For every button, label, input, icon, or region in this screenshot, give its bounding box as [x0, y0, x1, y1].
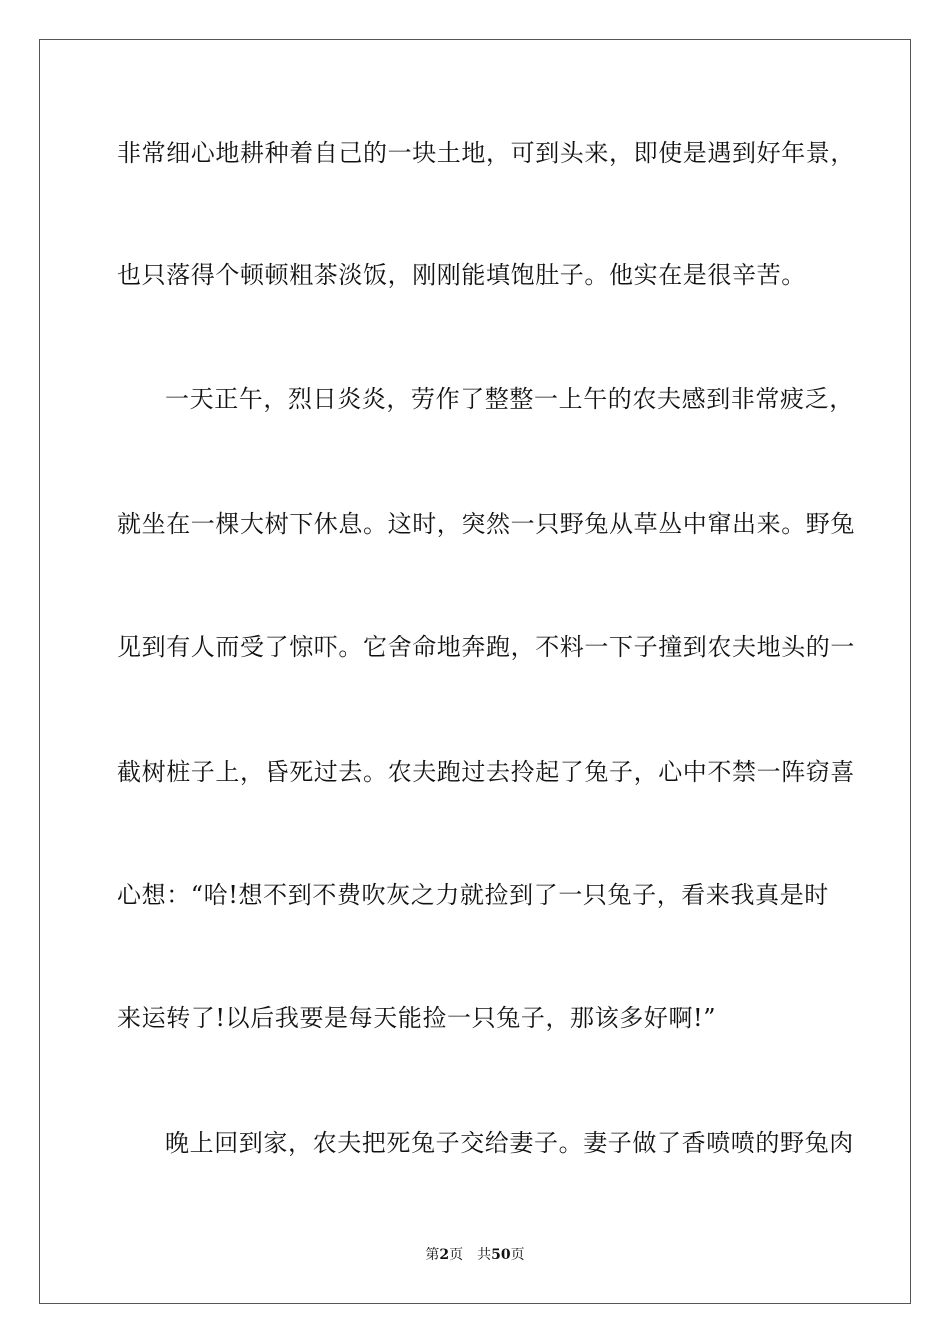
text-line-6: 截树桩子上，昏死过去。农夫跑过去拎起了兔子，心中不禁一阵窃喜	[117, 758, 855, 786]
text-line-7: 心想：“哈!想不到不费吹灰之力就捡到了一只兔子，看来我真是时	[117, 881, 829, 909]
text-line-3: 一天正午，烈日炎炎，劳作了整整一上午的农夫感到非常疲乏，	[165, 385, 854, 413]
page-prefix: 第	[425, 1247, 440, 1263]
total-suffix: 页	[510, 1247, 525, 1263]
text-line-8: 来运转了!以后我要是每天能捡一只兔子，那该多好啊!”	[117, 1004, 717, 1032]
page-footer	[0, 1246, 950, 1264]
text-line-5: 见到有人而受了惊吓。它舍命地奔跑，不料一下子撞到农夫地头的一	[117, 633, 855, 661]
page-number: 2	[439, 1247, 450, 1263]
text-line-2: 也只落得个顿顿粗茶淡饭，刚刚能填饱肚子。他实在是很辛苦。	[117, 261, 806, 289]
page-border	[39, 39, 911, 1304]
text-line-9: 晚上回到家，农夫把死兔子交给妻子。妻子做了香喷喷的野兔肉	[165, 1129, 854, 1157]
page-suffix: 页	[449, 1247, 464, 1263]
text-line-4: 就坐在一棵大树下休息。这时，突然一只野兔从草丛中窜出来。野兔	[117, 510, 855, 538]
text-line-1: 非常细心地耕种着自己的一块土地，可到头来，即使是遇到好年景，	[117, 139, 855, 167]
total-prefix: 共	[477, 1247, 492, 1263]
total-pages: 50	[491, 1247, 511, 1263]
